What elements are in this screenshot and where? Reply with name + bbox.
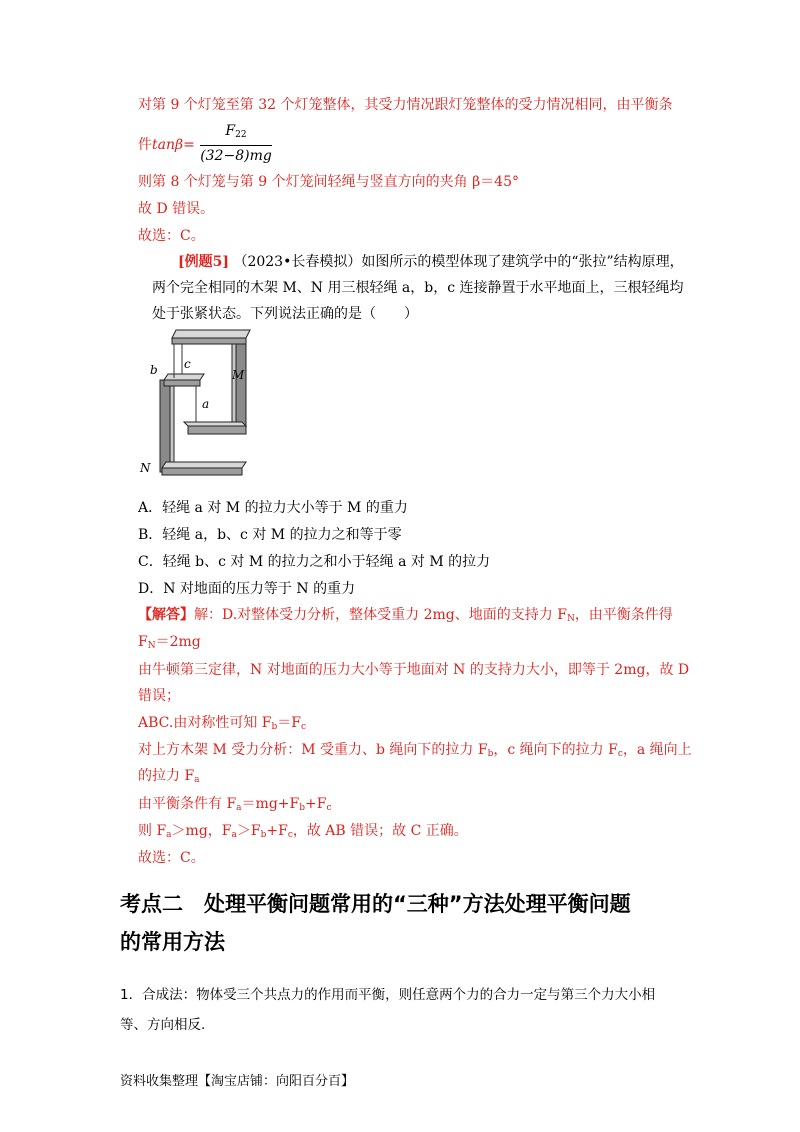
footer-note: 资料收集整理【淘宝店铺：向阳百分百】 [120,1074,355,1089]
formula-fraction: $F_{22}$ (32−8)mg [200,123,272,164]
method-line: 1．合成法：物体受三个共点力的作用而平衡，则任意两个力的合力一定与第三个力大小相 [120,987,656,1003]
section-title: 考点二 处理平衡问题常用的“三种”方法处理平衡问题 [120,892,631,916]
answer-line-4: 错误； [138,688,180,704]
label-M: M [232,368,245,382]
label-c: c [184,357,191,371]
condition-prefix: 件tanβ= [138,137,195,153]
label-b: b [150,363,158,377]
answer-line-1: 【解答】解：D.对整体受力分析，整体受重力 2mg、地面的支持力 $F_N$，由平衡条件得 [138,607,673,624]
answer-label: 【解答】 [138,607,194,623]
option-c: C．轻绳 b、c 对 M 的拉力之和小于轻绳 a 对 M 的拉力 [138,554,491,570]
option-a: A．轻绳 a 对 M 的拉力大小等于 M 的重力 [138,500,408,516]
option-d: D．N 对地面的压力等于 N 的重力 [138,581,356,597]
label-N: N [140,461,151,475]
answer-line-3: 由牛顿第三定律，N 对地面的压力大小等于地面对 N 的支持力大小，即等于 2mg，故 D [138,662,690,678]
answer-line-9: 则 $F_a>mg$，$F_a>F_b+F_c$，故 AB 错误；故 C 正确。 [138,823,468,840]
option-b: B．轻绳 a，b、c 对 M 的拉力之和等于零 [138,527,402,543]
answer-line-7: 的拉力 $F_a$ [138,768,200,785]
example-tag: [例题5] [178,254,229,270]
answer-line-10: 故选：C。 [138,850,205,866]
solution-line: 故 D 错误。 [138,201,215,217]
answer-line-8: 由平衡条件有 $F_a=mg+F_b+F_c$ [138,796,332,813]
answer-line-5: ABC.由对称性可知 $F_b=F_c$ [138,715,307,732]
answer-line-2: $F_N=2mg$ [138,634,201,651]
example-line: 两个完全相同的木架 M、N 用三根轻绳 a，b，c 连接静置于水平地面上，三根轻绳均 [152,280,684,296]
section-title-cont: 的常用方法 [120,930,225,954]
tension-structure-figure [138,322,258,482]
formula-lhs: tanβ [152,137,184,153]
example-line: 处于张紧状态。下列说法正确的是（ ） [152,306,418,322]
method-line: 等、方向相反. [120,1017,206,1033]
solution-line: 对第 9 个灯笼至第 32 个灯笼整体，其受力情况跟灯笼整体的受力情况相同，由平衡条 [138,97,673,113]
answer-line-6: 对上方木架 M 受力分析：M 受重力、b 绳向下的拉力 $F_b$，c 绳向下的拉力 $F_c$，a 绳向上 [138,742,692,759]
solution-line: 故选：C。 [138,228,205,244]
solution-line: 则第 8 个灯笼与第 9 个灯笼间轻绳与竖直方向的夹角 β＝45° [138,174,519,190]
label-a: a [202,397,210,411]
example-header: [例题5] （2023•长春模拟）如图所示的模型体现了建筑学中的“张拉”结构原理， [178,254,684,270]
